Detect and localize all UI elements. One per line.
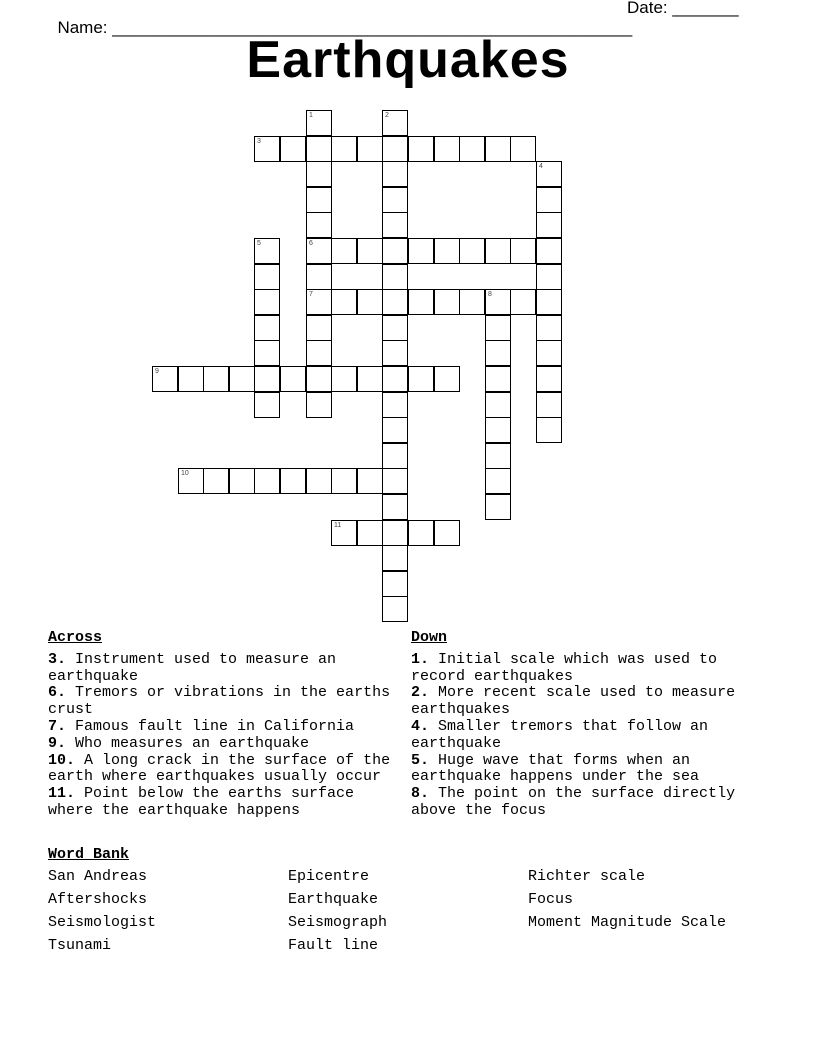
grid-cell[interactable]: [331, 468, 357, 494]
grid-cell[interactable]: [357, 289, 383, 315]
clue-number: 8: [488, 291, 492, 298]
clue-number: 7: [309, 291, 313, 298]
grid-cell[interactable]: [536, 340, 562, 366]
grid-cell[interactable]: [331, 136, 357, 162]
page-title: Earthquakes: [246, 31, 570, 89]
grid-cell[interactable]: [408, 366, 434, 392]
grid-cell[interactable]: [382, 520, 408, 546]
clue-number: 6: [309, 240, 313, 247]
grid-cell[interactable]: [510, 238, 536, 264]
grid-cell[interactable]: [536, 315, 562, 341]
clue-number: 11: [334, 522, 342, 529]
word-bank-item: Earthquake: [288, 891, 379, 908]
clue-across-10: 10. A long crack in the surface of the earth where earthquakes usually occur: [48, 751, 391, 786]
word-bank-item: Tsunami: [48, 937, 112, 954]
grid-cell[interactable]: [434, 289, 460, 315]
grid-cell[interactable]: [357, 520, 383, 546]
grid-cell[interactable]: [306, 136, 332, 162]
grid-cell[interactable]: [306, 212, 332, 238]
word-bank-item: Focus: [528, 891, 574, 908]
grid-cell[interactable]: [306, 366, 332, 392]
grid-cell[interactable]: [536, 392, 562, 418]
clue-across-9: 9. Who measures an earthquake: [48, 734, 310, 752]
grid-cell[interactable]: [485, 392, 511, 418]
grid-cell[interactable]: [357, 468, 383, 494]
grid-cell[interactable]: [434, 520, 460, 546]
word-bank-item: Seismologist: [48, 914, 157, 931]
grid-cell[interactable]: [382, 238, 408, 264]
clue-down-8: 8. The point on the surface directly above the focus: [411, 785, 736, 819]
grid-cell[interactable]: [434, 238, 460, 264]
grid-cell[interactable]: [382, 136, 408, 162]
clue-number: 2: [385, 112, 389, 119]
word-bank-item: Epicentre: [288, 868, 370, 885]
clue-across-3: 3. Instrument used to measure an earthquake: [48, 650, 337, 685]
grid-cell[interactable]: [203, 468, 229, 494]
grid-cell[interactable]: [382, 494, 408, 520]
grid-cell[interactable]: [485, 238, 511, 264]
word-bank-heading: Word Bank: [48, 846, 130, 863]
grid-cell[interactable]: [357, 136, 383, 162]
word-bank-item: Moment Magnitude Scale: [528, 914, 727, 931]
across-clues: [48, 630, 398, 820]
grid-cell[interactable]: [254, 136, 280, 162]
grid-cell[interactable]: [306, 187, 332, 213]
grid-cell[interactable]: [536, 366, 562, 392]
grid-cell[interactable]: [306, 340, 332, 366]
grid-cell[interactable]: [408, 136, 434, 162]
clue-number: 9: [155, 368, 159, 375]
grid-cell[interactable]: [536, 187, 562, 213]
grid-cell[interactable]: [434, 136, 460, 162]
grid-cell[interactable]: [536, 161, 562, 187]
name-field: Name: _______________________________________________________: [57, 18, 633, 37]
clue-down-4: 4. Smaller tremors that follow an earthquake: [411, 717, 709, 752]
clue-down-5: 5. Huge wave that forms when an earthquake happens under the sea: [411, 751, 700, 786]
grid-cell[interactable]: [178, 366, 204, 392]
grid-cell[interactable]: [254, 264, 280, 290]
word-bank-item: San Andreas: [48, 868, 148, 885]
grid-cell[interactable]: [254, 315, 280, 341]
clue-number: 1: [309, 112, 313, 119]
clue-number: 5: [257, 240, 261, 247]
grid-cell[interactable]: [178, 468, 204, 494]
grid-cell[interactable]: [254, 468, 280, 494]
across-heading: Across: [48, 629, 103, 646]
grid-cell[interactable]: [357, 238, 383, 264]
clue-number: 3: [257, 138, 261, 145]
grid-cell[interactable]: [408, 520, 434, 546]
grid-cell[interactable]: [203, 366, 229, 392]
grid-cell[interactable]: [382, 187, 408, 213]
grid-cell[interactable]: [485, 468, 511, 494]
grid-cell[interactable]: [306, 161, 332, 187]
grid-cell[interactable]: [459, 289, 485, 315]
grid-cell[interactable]: [306, 264, 332, 290]
clue-number: 4: [539, 163, 543, 170]
grid-cell[interactable]: [382, 161, 408, 187]
grid-cell[interactable]: [408, 238, 434, 264]
grid-cell[interactable]: [485, 494, 511, 520]
grid-cell[interactable]: [485, 315, 511, 341]
grid-cell[interactable]: [485, 136, 511, 162]
grid-cell[interactable]: [382, 392, 408, 418]
grid-cell[interactable]: [254, 238, 280, 264]
grid-cell[interactable]: [536, 289, 562, 315]
grid-cell[interactable]: [382, 289, 408, 315]
grid-cell[interactable]: [485, 340, 511, 366]
grid-cell[interactable]: [382, 110, 408, 136]
word-bank-item: Fault line: [288, 937, 379, 954]
date-field: Date: _______: [627, 0, 739, 17]
grid-cell[interactable]: [152, 366, 178, 392]
word-bank-item: Richter scale: [528, 868, 646, 885]
grid-cell[interactable]: [331, 238, 357, 264]
clue-down-1: 1. Initial scale which was used to record earthquakes: [411, 650, 718, 685]
grid-cell[interactable]: [382, 443, 408, 469]
grid-cell[interactable]: [536, 264, 562, 290]
grid-cell[interactable]: [485, 443, 511, 469]
grid-cell[interactable]: [306, 392, 332, 418]
grid-cell[interactable]: [229, 468, 255, 494]
word-bank-item: Aftershocks: [48, 891, 148, 908]
clue-down-2: 2. More recent scale used to measure earthquakes: [411, 684, 736, 719]
grid-cell[interactable]: [306, 468, 332, 494]
grid-cell[interactable]: [510, 136, 536, 162]
grid-cell[interactable]: [382, 264, 408, 290]
grid-cell[interactable]: [510, 289, 536, 315]
grid-cell[interactable]: [254, 392, 280, 418]
grid-cell[interactable]: [254, 366, 280, 392]
grid-cell[interactable]: [382, 468, 408, 494]
down-clues: [411, 630, 761, 820]
down-heading: Down: [411, 629, 448, 646]
grid-cell[interactable]: [254, 289, 280, 315]
grid-cell[interactable]: [485, 366, 511, 392]
grid-cell[interactable]: [382, 366, 408, 392]
grid-cell[interactable]: [382, 212, 408, 238]
word-bank-item: Seismograph: [288, 914, 388, 931]
grid-cell[interactable]: [280, 468, 306, 494]
grid-cell[interactable]: [382, 417, 408, 443]
grid-cell[interactable]: [459, 238, 485, 264]
grid-cell[interactable]: [357, 366, 383, 392]
clue-across-11: 11. Point below the earths surface where the earthquake happens: [48, 785, 355, 819]
grid-cell[interactable]: [306, 289, 332, 315]
grid-cell[interactable]: [306, 110, 332, 136]
grid-cell[interactable]: [408, 289, 434, 315]
grid-cell[interactable]: [536, 417, 562, 443]
grid-cell[interactable]: [382, 545, 408, 571]
grid-cell[interactable]: [280, 366, 306, 392]
grid-cell[interactable]: [331, 366, 357, 392]
grid-cell[interactable]: [229, 366, 255, 392]
word-bank: [48, 868, 788, 955]
grid-cell[interactable]: [536, 238, 562, 264]
clue-across-6: 6. Tremors or vibrations in the earths crust: [48, 684, 391, 719]
grid-cell[interactable]: [331, 289, 357, 315]
grid-cell[interactable]: [382, 571, 408, 597]
grid-cell[interactable]: [434, 366, 460, 392]
grid-cell[interactable]: [382, 596, 408, 622]
grid-cell[interactable]: [306, 315, 332, 341]
grid-cell[interactable]: [536, 212, 562, 238]
grid-cell[interactable]: [459, 136, 485, 162]
grid-cell[interactable]: [331, 520, 357, 546]
grid-cell[interactable]: [254, 340, 280, 366]
grid-cell[interactable]: [485, 289, 511, 315]
clue-across-7: 7. Famous fault line in California: [48, 717, 355, 735]
grid-cell[interactable]: [485, 417, 511, 443]
grid-cell[interactable]: [382, 340, 408, 366]
grid-cell[interactable]: [306, 238, 332, 264]
grid-cell[interactable]: [382, 315, 408, 341]
clue-number: 10: [181, 470, 189, 477]
grid-cell[interactable]: [280, 136, 306, 162]
